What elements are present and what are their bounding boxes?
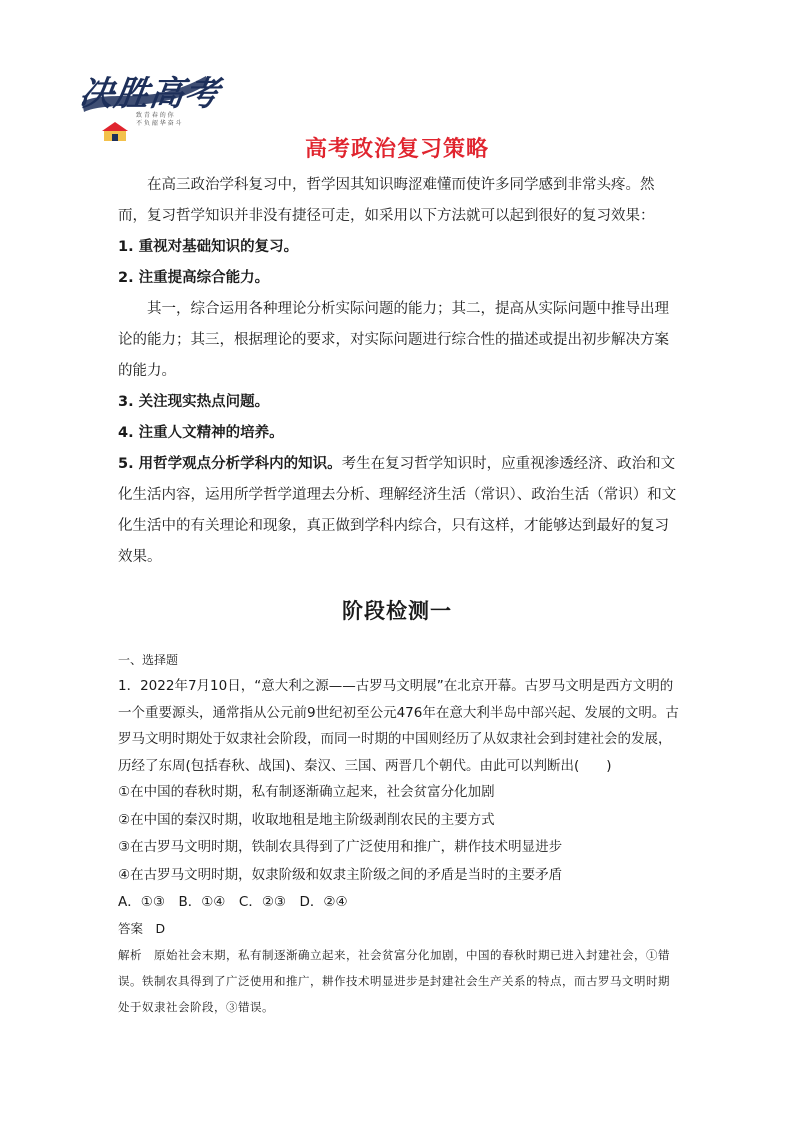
option-4: ④在古罗马文明时期，奴隶阶级和奴隶主阶级之间的矛盾是当时的主要矛盾 [118,867,563,883]
answer-choices: A．①③ B．①④ C．②③ D．②④ [118,894,348,910]
option-2: ②在中国的秦汉时期，收取地租是地主阶级剥削农民的主要方式 [118,812,495,828]
explanation: 解析 原始社会末期，私有制逐渐确立起来，社会贫富分化加剧，中国的春秋时期已进入封建社会，①错误。铁制农具得到了广泛使用和推广，耕作技术明显进步是封建社会生产关系的特点，而古罗马文明时期处于奴隶社会阶段，③错误。 [118,948,670,1014]
logo-tagline: 致 青 春 的 你 不 负 韶 华 奋 斗 [136,112,182,127]
strategy-item-3: 3. 关注现实热点问题。 [118,394,270,410]
page-title: 高考政治复习策略 [304,137,489,162]
strategy-item-1: 1. 重视对基础知识的复习。 [118,239,299,255]
strategy-item-2-body: 其一，综合运用各种理论分析实际问题的能力；其二，提高从实际问题中推导出理论的能力；其三，根据理论的要求，对实际问题进行综合性的描述或提出初步解决方案的能力。 [118,301,669,379]
answer: 答案 D [118,921,166,936]
question-stem: 1．2022年7月10日，“意大利之源——古罗马文明展”在北京开幕。古罗马文明是西方文明的一个重要源头，通常指从公元前9世纪初至公元476年在意大利半岛中部兴起、发展的文明。古罗马文明时期处于奴隶社会阶段，而同一时期的中国则经历了从奴隶社会到封建社会的发展，历经了东周(包括春秋、战国)、秦汉、三国、两晋几个朝代。由此可以判断出( ) [118,678,679,774]
section-title: 阶段检测一 [342,599,452,623]
logo-text: 决胜高考 [76,74,223,114]
section-label: 一、选择题 [118,653,179,667]
strategy-item-2: 2. 注重提高综合能力。 [118,270,270,286]
strategy-item-5 [118,449,678,573]
strategy-item-5-heading: 5. 用哲学观点分析学科内的知识。 [118,456,342,472]
strategy-item-4: 4. 注重人文精神的培养。 [118,425,284,441]
strategy-item-5-body: 考生在复习哲学知识时，应重视渗透经济、政治和文化生活内容，运用所学哲学道理去分析、理解经济生活（常识）、政治生活（常识）和文化生活中的有关理论和现象，真正做到学科内综合，只有这样，才能够达到最好的复习效果。 [118,456,677,565]
intro-paragraph: 在高三政治学科复习中，哲学因其知识晦涩难懂而使许多同学感到非常头疼。然而，复习哲学知识并非没有捷径可走，如采用以下方法就可以起到很好的复习效果： [118,177,655,224]
option-1: ①在中国的春秋时期，私有制逐渐确立起来，社会贫富分化加剧 [118,784,495,800]
option-3: ③在古罗马文明时期，铁制农具得到了广泛使用和推广，耕作技术明显进步 [118,839,563,855]
